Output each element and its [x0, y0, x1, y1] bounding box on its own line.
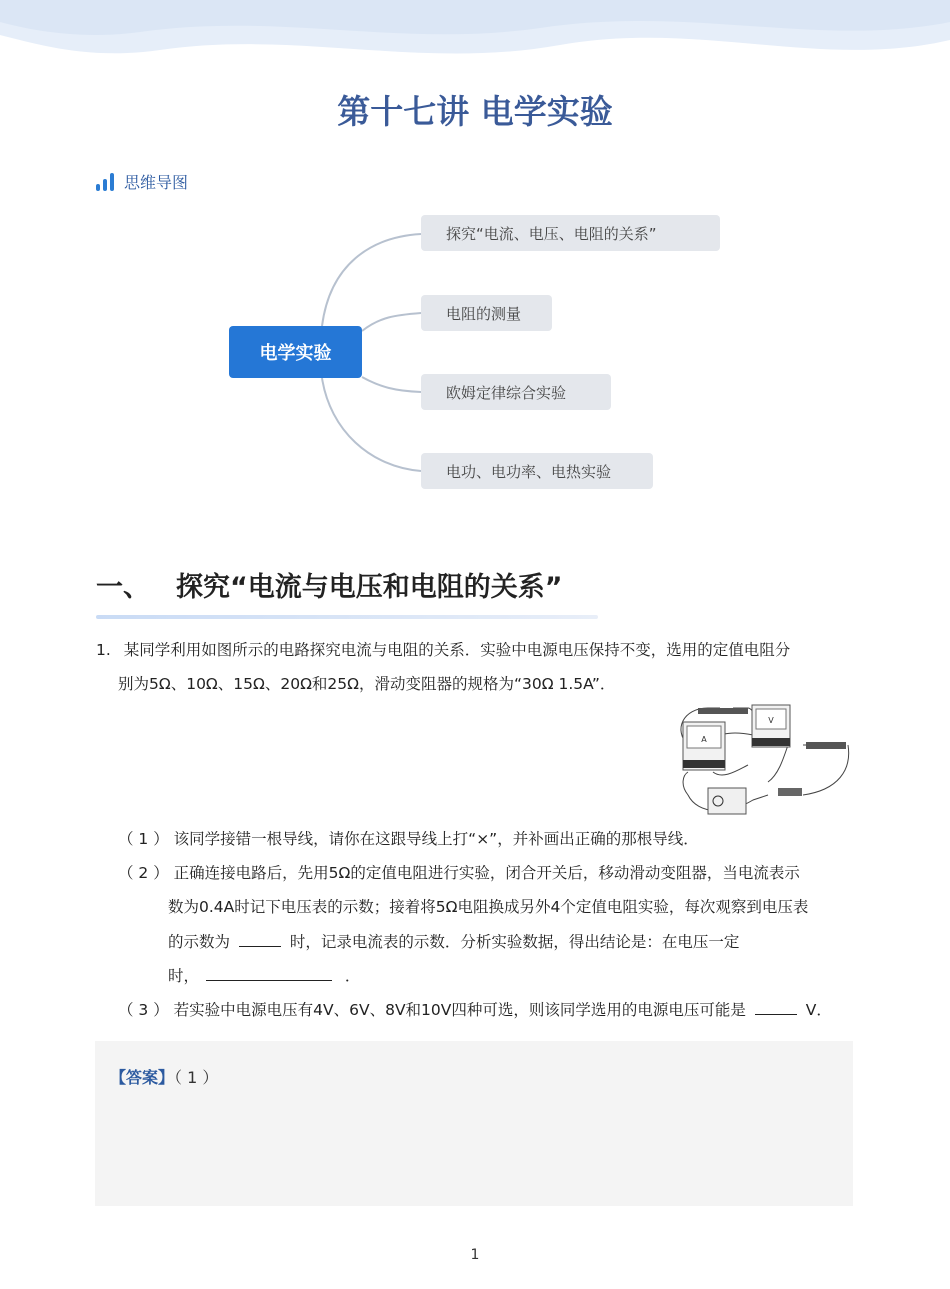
answer-blank[interactable]	[755, 998, 797, 1015]
subquestion-text: 的示数为	[168, 933, 231, 951]
question-stem-line	[96, 640, 790, 660]
section-underline	[96, 615, 598, 619]
subquestion-2-line3	[168, 930, 739, 952]
bar-chart-icon	[96, 173, 114, 191]
subquestion-text: 数为0.4A时记下电压表的示数；接着将5Ω电阻换成另外4个定值电阻实验，每次观察到电压表	[168, 898, 809, 916]
svg-text:V: V	[768, 716, 774, 725]
svg-text:A: A	[701, 735, 707, 744]
section-title: 探究“电流与电压和电阻的关系”	[176, 572, 563, 603]
question-stem-line: 别为5Ω、10Ω、15Ω、20Ω和25Ω，滑动变阻器的规格为“30Ω 1.5A”．	[118, 675, 616, 693]
subquestion-1	[118, 829, 699, 849]
mindmap-root-node: 电学实验	[229, 326, 362, 378]
subquestion-text: 该同学接错一根导线，请你在这跟导线上打“×”，并补画出正确的那根导线．	[173, 830, 699, 848]
subquestion-text: V．	[805, 1001, 832, 1019]
subquestion-text: 时，	[168, 967, 200, 985]
subquestion-number: （ 3 ）	[118, 1001, 169, 1019]
mindmap-branch-node: 欧姆定律综合实验	[421, 374, 611, 410]
answer-text: （ 1 ）	[174, 1068, 219, 1087]
subquestion-text: ．	[344, 967, 361, 985]
answer-box	[95, 1041, 853, 1206]
circuit-diagram-image	[668, 700, 852, 820]
answer-blank[interactable]	[206, 964, 332, 981]
subquestion-3	[118, 998, 832, 1020]
answer-blank[interactable]	[239, 930, 281, 947]
section-heading	[96, 565, 563, 604]
header-wave-decoration	[0, 0, 950, 70]
mind-map	[0, 205, 950, 505]
subquestion-2	[118, 863, 800, 883]
subquestion-number: （ 2 ）	[118, 864, 169, 882]
subquestion-text: 若实验中电源电压有4V、6V、8V和10V四种可选，则该同学选用的电源电压可能是	[173, 1001, 746, 1019]
subquestion-text: 正确连接电路后，先用5Ω的定值电阻进行实验，闭合开关后，移动滑动变阻器，当电流表示	[173, 864, 800, 882]
section-number: 一、	[96, 572, 150, 603]
mindmap-header-label: 思维导图	[124, 173, 189, 192]
mindmap-branch-node: 电功、电功率、电热实验	[421, 453, 653, 489]
answer-tag: 【答案】	[110, 1068, 175, 1087]
answer-label	[110, 1065, 218, 1088]
subquestion-2-line4	[168, 964, 360, 986]
question-number: 1.	[96, 641, 111, 659]
subquestion-text: 时，记录电流表的示数．分析实验数据，得出结论是：在电压一定	[289, 933, 740, 951]
page-number: 1	[470, 1247, 480, 1263]
subquestion-number: （ 1 ）	[118, 830, 169, 848]
page-title: 第十七讲 电学实验	[337, 92, 613, 131]
mindmap-branch-node: 电阻的测量	[421, 295, 552, 331]
mindmap-header	[96, 170, 188, 193]
question-stem-text: 某同学利用如图所示的电路探究电流与电阻的关系．实验中电源电压保持不变，选用的定值电阻分	[123, 641, 791, 659]
mindmap-branch-node: 探究“电流、电压、电阻的关系”	[421, 215, 720, 251]
